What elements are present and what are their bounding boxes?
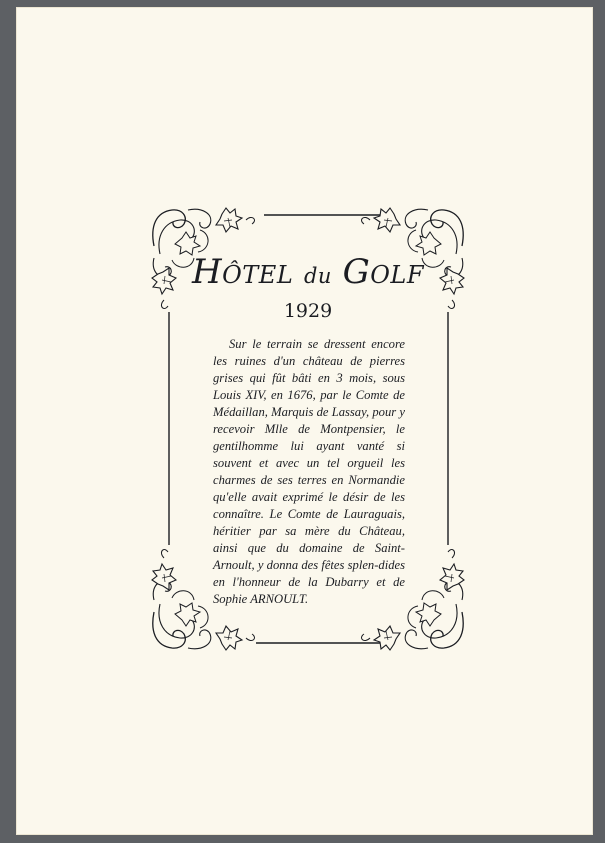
year-heading: 1929 [283, 300, 333, 322]
hotel-title: HÔTEL du GOLF [191, 252, 425, 292]
history-paragraph: Sur le terrain se dressent encore les ruines d'un château de pierres grises qui fût bâti en 3 mois, sous Louis XIV, en 1676, par le Comte de Médaillan, Marquis de Lassay, pour y recevoir Mlle de Montpensier, le gentilhomme lui ayant vanté si souvent et avec un tel orgueil les charmes de ses terres en Normandie qu'elle avait exprimé le désir de les connaître. Le Comte de Lauraguais, héritier par sa mère du Château, ainsi que du domaine de Saint-Arnoult, y donna des fêtes splen-dides en l'honneur de la Dubarry et de Sophie ARNOULT. [213, 337, 405, 606]
ornamental-frame [152, 200, 464, 643]
menu-card [16, 7, 593, 835]
